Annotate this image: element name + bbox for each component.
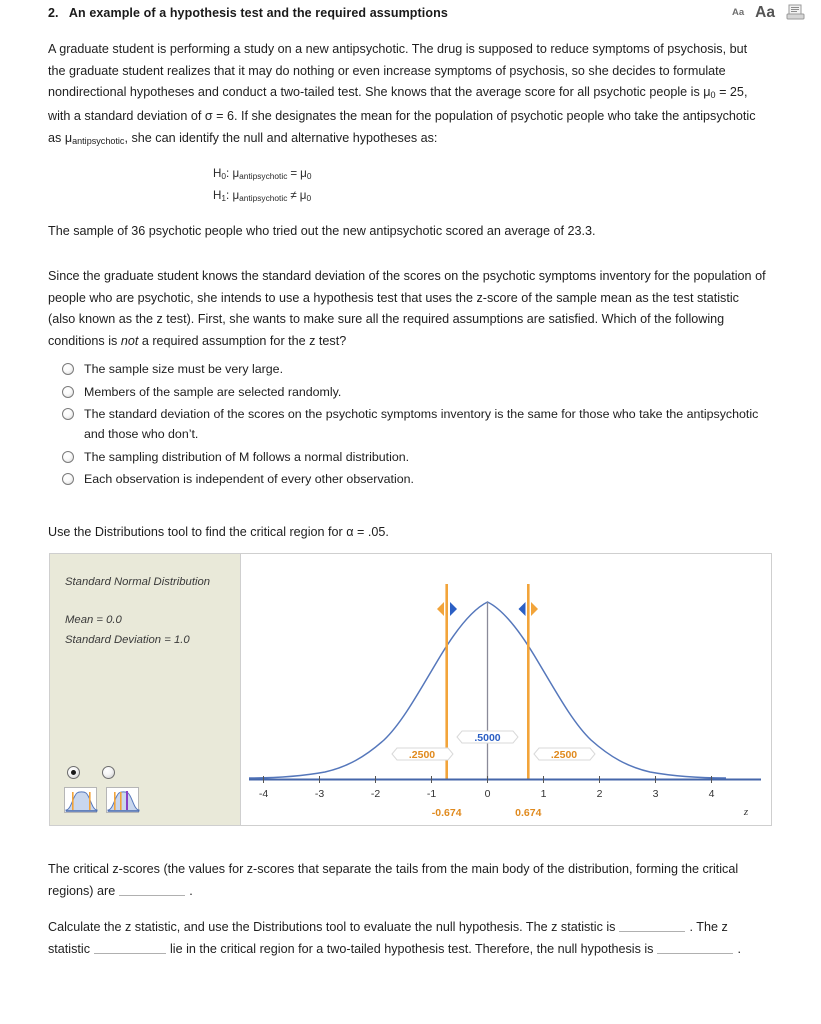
radio-button-icon-3[interactable] (62, 408, 74, 420)
tool-prompt: Use the Distributions tool to find the critical region for α = .05. (48, 525, 389, 539)
distribution-mean-label: Mean = 0.0 (65, 614, 122, 626)
option-row-4[interactable] (62, 447, 777, 467)
radio-button-icon-4[interactable] (62, 451, 74, 463)
critical-z-period: . (189, 883, 193, 898)
distribution-mode-thumbnails (64, 787, 139, 813)
h0-name: H (213, 167, 222, 180)
h0-value: μ (300, 167, 307, 180)
distribution-mode-radio-1[interactable] (67, 766, 80, 779)
h0-param: μ (232, 167, 240, 180)
tick-label-1: -3 (314, 788, 325, 800)
critical-z-text: The critical z-scores (the values for z-scores that separate the tails from the main body of the distribution, forming the critical regions) are (48, 862, 739, 898)
mu-antipsychotic-symbol: μ (64, 130, 73, 145)
distribution-sd-label: Standard Deviation = 1.0 (65, 634, 190, 646)
option-row-1[interactable] (62, 359, 777, 379)
decrease-font-size-button[interactable]: Aa (732, 6, 745, 18)
option-label-2: Members of the sample are selected randomly. (84, 384, 342, 399)
tick-label-4: 0 (484, 788, 491, 800)
alt-hypothesis-line: $H_1$: $\mu_{antipsychotic} \ne \mu_0$ (213, 188, 312, 203)
z-statistic-text-c: The z statistic (48, 920, 728, 956)
left-area-value: .2500 (408, 749, 436, 761)
intro-text-c: , she can identify the null and alternative hypotheses as: (124, 130, 438, 145)
assumptions-question-b: a required assumption for the z test? (138, 333, 347, 348)
lie-in-region-blank[interactable] (94, 941, 166, 954)
question-title-text: An example of a hypothesis test and the required assumptions (68, 6, 448, 20)
page-header (0, 0, 821, 34)
critical-z-paragraph (48, 859, 768, 902)
intro-text-b: = 25, with a standard deviation of σ = 6. If she designates the mean for the population of psychotic people who take the antipsychotic as (48, 85, 756, 145)
mu-zero-symbol: μ (703, 85, 711, 99)
increase-font-size-button[interactable]: Aa (755, 3, 775, 21)
h0-subscript: 0 (221, 170, 227, 181)
z-statistic-paragraph (48, 917, 768, 960)
option-row-3[interactable] (62, 404, 777, 444)
right-area-label (534, 748, 595, 761)
center-area-label (457, 731, 518, 744)
tick-label-6: 2 (596, 788, 603, 800)
center-area-value: .5000 (474, 732, 501, 744)
tick-label-3: -1 (426, 788, 437, 800)
left-critical-value-label: -0.674 (431, 807, 462, 819)
critical-z-blank[interactable] (119, 883, 185, 896)
tick-label-8: 4 (708, 788, 715, 800)
mu-antipsychotic-subscript: antipsychotic (72, 135, 125, 146)
assumptions-question-a: Since the graduate student knows the standard deviation of the scores on the psychotic symptoms inventory for the population of people who are psychotic, she intends to use a hypothesis test that uses the z-score of the sample mean as the test statistic (also known as the z test). First, she wants to make sure all the required assumptions are satisfied. Which of the following conditions is (48, 269, 766, 348)
null-hypothesis-decision-blank[interactable] (657, 941, 733, 954)
distributions-tool[interactable] (49, 553, 772, 826)
radio-button-icon-1[interactable] (62, 363, 74, 375)
z-statistic-final-period: . (737, 941, 741, 956)
h1-value-subscript: 0 (306, 192, 312, 203)
h0-param-subscript: antipsychotic (239, 170, 288, 181)
option-row-2[interactable] (62, 382, 777, 402)
mu-zero-subscript: 0 (710, 89, 716, 100)
option-label-3: The standard deviation of the scores on the psychotic symptoms inventory is the same for those who take the antipsychotic and those who don’t. (84, 407, 759, 441)
tick-label-5: 1 (540, 788, 547, 800)
assumptions-question (48, 266, 768, 352)
answer-options-list (62, 359, 777, 492)
distribution-title: Standard Normal Distribution (65, 576, 211, 588)
right-area-value: .2500 (550, 749, 578, 761)
distributions-tool-sidebar (50, 554, 241, 825)
tick-label-2: -2 (370, 788, 381, 800)
null-hypothesis-line: $H_0$: $\mu_{antipsychotic} = \mu_0$ (213, 167, 312, 181)
page-title (48, 6, 448, 20)
option-label-4: The sampling distribution of M follows a normal distribution. (84, 449, 410, 464)
intro-text-a: A graduate student is performing a study on a new antipsychotic. The drug is supposed to reduce symptoms of psychosis, but the graduate student realizes that it may do nothing or even increase symptoms of psychosis, so she decides to formulate nondirectional hypotheses and conduct a two-tailed test. She knows that the average score for all psychotic people is (48, 42, 748, 99)
tick-label-0: -4 (258, 788, 269, 800)
option-row-5[interactable] (62, 469, 777, 489)
question-number: 2. (48, 6, 59, 20)
radio-button-icon-2[interactable] (62, 386, 74, 398)
option-label-5: Each observation is independent of every other observation. (84, 472, 414, 486)
distribution-chart-area[interactable] (241, 554, 772, 825)
x-axis-tick-labels (259, 788, 715, 800)
right-critical-value-label: 0.674 (515, 807, 542, 819)
tick-label-7: 3 (652, 788, 659, 800)
h1-operator: ≠ (290, 188, 297, 202)
left-area-label (392, 748, 453, 761)
z-statistic-text-a: Calculate the z statistic, and use the Distributions tool to evaluate the null hypothesis. The z statistic is (48, 920, 616, 934)
x-axis-label: z (743, 806, 749, 818)
h0-value-subscript: 0 (306, 170, 312, 181)
distribution-mode-radio-2[interactable] (102, 766, 115, 779)
assumptions-question-not: not (120, 333, 139, 348)
normal-distribution-chart[interactable] (241, 554, 772, 825)
h1-name: H (213, 188, 222, 202)
header-toolbar (732, 4, 805, 21)
sample-statement: The sample of 36 psychotic people who tried out the new antipsychotic scored an average of 23.3. (48, 224, 596, 238)
h0-operator: = (290, 167, 298, 180)
h1-subscript: 1 (221, 192, 227, 203)
radio-button-icon-5[interactable] (62, 473, 74, 485)
intro-paragraph (48, 39, 768, 152)
h1-param: μ (232, 188, 240, 202)
printer-icon[interactable] (786, 4, 805, 21)
h1-value: μ (299, 188, 307, 202)
two-tail-thumbnail-icon[interactable] (64, 787, 97, 813)
z-statistic-text-d: lie in the critical region for a two-tailed hypothesis test. Therefore, the null hypothesis is (170, 941, 654, 956)
distribution-mode-radios (67, 766, 115, 779)
hypotheses-block (213, 164, 312, 208)
h1-param-subscript: antipsychotic (239, 192, 288, 203)
z-statistic-period: . (689, 920, 693, 934)
option-label-1: The sample size must be very large. (84, 362, 284, 376)
three-region-thumbnail-icon[interactable] (106, 787, 139, 813)
z-statistic-blank[interactable] (619, 919, 685, 932)
